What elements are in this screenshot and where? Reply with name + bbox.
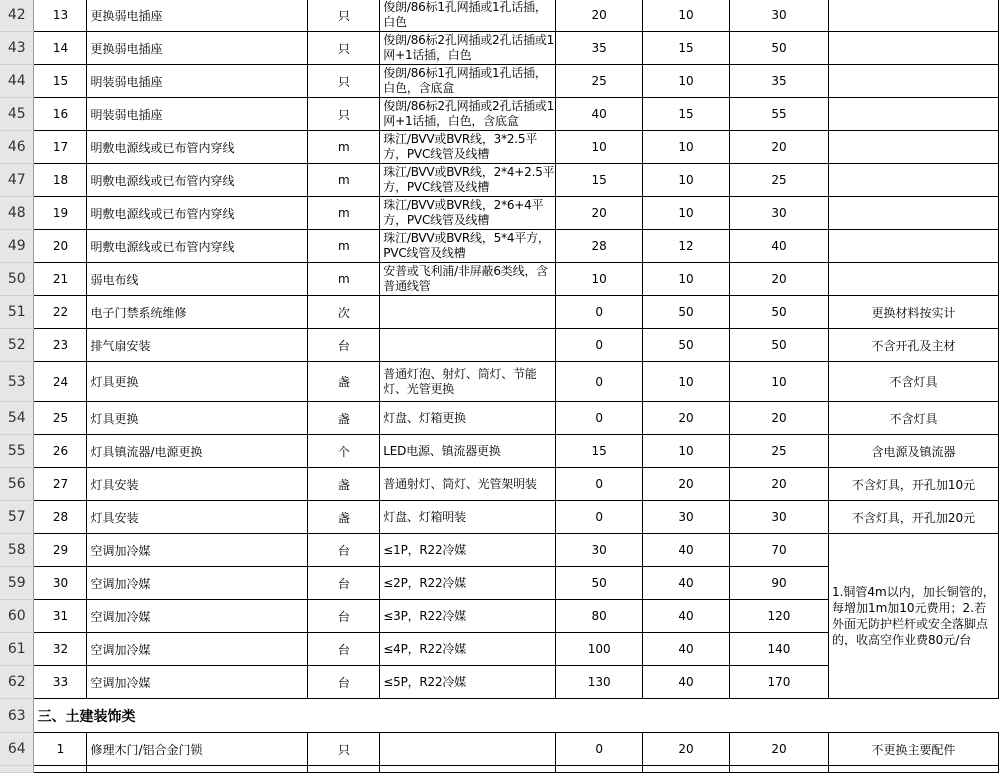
cell-seq[interactable]: 16 — [34, 98, 87, 131]
cell-spec[interactable]: ≤2P，R22冷媒 — [380, 567, 556, 600]
cell-seq[interactable]: 32 — [34, 633, 87, 666]
cell-item[interactable]: 空调加冷媒 — [87, 600, 308, 633]
cell-remark[interactable] — [828, 164, 998, 197]
cell-item[interactable]: 空调加冷媒 — [87, 567, 308, 600]
cell-unit[interactable]: m — [308, 230, 380, 263]
cell-seq[interactable]: 25 — [34, 402, 87, 435]
cell-labor-cost[interactable]: 50 — [643, 296, 730, 329]
cell-seq[interactable]: 15 — [34, 65, 87, 98]
cell-spec[interactable]: 安普或飞利浦/非屏蔽6类线，含普通线管 — [380, 263, 556, 296]
cell-item[interactable]: 明敷电源线或已布管内穿线 — [87, 164, 308, 197]
cell-material-cost[interactable]: 0 — [556, 402, 643, 435]
cell-item[interactable]: 电子门禁系统维修 — [87, 296, 308, 329]
cell-seq[interactable]: 30 — [34, 567, 87, 600]
cell-total[interactable]: 70 — [730, 534, 829, 567]
cell-unit[interactable]: m — [308, 263, 380, 296]
cell-material-cost[interactable]: 20 — [556, 197, 643, 230]
cell-remark[interactable] — [828, 32, 998, 65]
cell-material-cost[interactable]: 40 — [556, 98, 643, 131]
cell-labor-cost[interactable]: 40 — [643, 600, 730, 633]
cell-unit[interactable]: 盏 — [308, 402, 380, 435]
cell-total[interactable]: 20 — [730, 263, 829, 296]
cell-unit[interactable]: m — [308, 197, 380, 230]
cell-material-cost[interactable]: 15 — [556, 435, 643, 468]
table-row — [0, 296, 999, 329]
cell-seq[interactable]: 23 — [34, 329, 87, 362]
cell-unit[interactable]: 次 — [308, 296, 380, 329]
cell-item[interactable]: 灯具更换 — [87, 362, 308, 402]
cell-empty[interactable] — [380, 766, 556, 773]
cell-seq[interactable]: 28 — [34, 501, 87, 534]
cell-labor-cost[interactable]: 10 — [643, 164, 730, 197]
cell-unit[interactable]: 台 — [308, 329, 380, 362]
table-row-partial — [0, 766, 999, 773]
row-header[interactable]: 44 — [0, 65, 34, 98]
cell-item[interactable]: 更换弱电插座 — [87, 32, 308, 65]
cell-material-cost[interactable]: 0 — [556, 468, 643, 501]
cell-unit[interactable]: 盏 — [308, 362, 380, 402]
cell-total[interactable]: 25 — [730, 164, 829, 197]
cell-spec[interactable]: ≤1P，R22冷媒 — [380, 534, 556, 567]
cell-total[interactable]: 20 — [730, 402, 829, 435]
cell-unit[interactable]: 只 — [308, 733, 380, 766]
cell-unit[interactable]: 个 — [308, 435, 380, 468]
cell-remark[interactable] — [828, 263, 998, 296]
table-row — [0, 534, 999, 567]
cell-seq[interactable]: 26 — [34, 435, 87, 468]
cell-labor-cost[interactable]: 40 — [643, 633, 730, 666]
cell-spec[interactable]: 俊朗/86标1孔网插或1孔话插，白色，含底盒 — [380, 65, 556, 98]
cell-item[interactable]: 灯具安装 — [87, 501, 308, 534]
cell-item[interactable]: 灯具更换 — [87, 402, 308, 435]
row-header[interactable]: 47 — [0, 164, 34, 197]
table-row — [0, 0, 999, 32]
table-row — [0, 98, 999, 131]
cell-remark-merged[interactable]: 1.铜管4m以内，加长铜管的，每增加1m加10元费用；2.若外面无防护栏杆或安全落脚点的，收高空作业费80元/台 — [828, 534, 998, 699]
row-header[interactable]: 50 — [0, 263, 34, 296]
cell-material-cost[interactable]: 0 — [556, 733, 643, 766]
cell-remark[interactable]: 不含开孔及主材 — [828, 329, 998, 362]
cell-total[interactable]: 30 — [730, 197, 829, 230]
table-row — [0, 435, 999, 468]
cell-remark[interactable]: 更换材料按实计 — [828, 296, 998, 329]
cell-empty[interactable] — [34, 766, 87, 773]
cell-item[interactable]: 更换弱电插座 — [87, 0, 308, 32]
cell-unit[interactable]: 只 — [308, 32, 380, 65]
row-header[interactable]: 49 — [0, 230, 34, 263]
table-row — [0, 402, 999, 435]
cell-material-cost[interactable]: 15 — [556, 164, 643, 197]
cell-spec[interactable] — [380, 733, 556, 766]
cell-seq[interactable]: 31 — [34, 600, 87, 633]
cell-spec[interactable]: 灯盘、灯箱明装 — [380, 501, 556, 534]
cell-total[interactable]: 50 — [730, 32, 829, 65]
cell-item[interactable]: 灯具安装 — [87, 468, 308, 501]
cell-item[interactable]: 明装弱电插座 — [87, 65, 308, 98]
table-row — [0, 362, 999, 402]
table-row — [0, 733, 999, 766]
cell-total[interactable]: 140 — [730, 633, 829, 666]
cell-material-cost[interactable]: 25 — [556, 65, 643, 98]
cell-material-cost[interactable]: 10 — [556, 263, 643, 296]
cell-labor-cost[interactable]: 15 — [643, 98, 730, 131]
cell-spec[interactable]: 珠江/BVV或BVR线，2*4+2.5平方，PVC线管及线槽 — [380, 164, 556, 197]
cell-unit[interactable]: 台 — [308, 600, 380, 633]
cell-item[interactable]: 明敷电源线或已布管内穿线 — [87, 197, 308, 230]
row-header[interactable]: 46 — [0, 131, 34, 164]
cell-material-cost[interactable]: 20 — [556, 0, 643, 32]
cell-labor-cost[interactable]: 10 — [643, 263, 730, 296]
cell-total[interactable]: 25 — [730, 435, 829, 468]
cell-remark[interactable] — [828, 197, 998, 230]
row-header[interactable]: 43 — [0, 32, 34, 65]
row-header[interactable]: 63 — [0, 699, 34, 733]
cell-empty[interactable] — [87, 766, 308, 773]
cell-remark[interactable] — [828, 0, 998, 32]
cell-spec[interactable]: 普通射灯、筒灯、光管架明装 — [380, 468, 556, 501]
cell-material-cost[interactable]: 0 — [556, 501, 643, 534]
cell-remark[interactable]: 不含灯具 — [828, 402, 998, 435]
cell-seq[interactable]: 29 — [34, 534, 87, 567]
cell-unit[interactable]: 盏 — [308, 501, 380, 534]
cell-spec[interactable]: 普通灯泡、射灯、筒灯、节能灯、光管更换 — [380, 362, 556, 402]
cell-labor-cost[interactable]: 40 — [643, 567, 730, 600]
cell-item[interactable]: 空调加冷媒 — [87, 666, 308, 699]
cell-total[interactable]: 30 — [730, 501, 829, 534]
cell-item[interactable]: 空调加冷媒 — [87, 633, 308, 666]
cell-seq[interactable]: 33 — [34, 666, 87, 699]
cell-labor-cost[interactable]: 20 — [643, 402, 730, 435]
cell-material-cost[interactable]: 0 — [556, 329, 643, 362]
cell-spec[interactable]: 珠江/BVV或BVR线，5*4平方，PVC线管及线槽 — [380, 230, 556, 263]
cell-item[interactable]: 明敷电源线或已布管内穿线 — [87, 230, 308, 263]
cell-remark[interactable]: 不含灯具，开孔加10元 — [828, 468, 998, 501]
cell-material-cost[interactable]: 50 — [556, 567, 643, 600]
cell-labor-cost[interactable]: 10 — [643, 197, 730, 230]
table-row — [0, 468, 999, 501]
row-header[interactable]: 51 — [0, 296, 34, 329]
cell-seq[interactable]: 18 — [34, 164, 87, 197]
cell-spec[interactable]: ≤3P，R22冷媒 — [380, 600, 556, 633]
cell-unit[interactable]: 台 — [308, 567, 380, 600]
cell-spec[interactable]: 俊朗/86标1孔网插或1孔话插，白色 — [380, 0, 556, 32]
cell-remark[interactable]: 含电源及镇流器 — [828, 435, 998, 468]
cell-empty[interactable] — [730, 766, 829, 773]
cell-total[interactable]: 55 — [730, 98, 829, 131]
table-row — [0, 131, 999, 164]
cell-spec[interactable]: ≤4P，R22冷媒 — [380, 633, 556, 666]
cell-seq[interactable]: 13 — [34, 0, 87, 32]
cell-labor-cost[interactable]: 10 — [643, 435, 730, 468]
cell-total[interactable]: 30 — [730, 0, 829, 32]
cell-labor-cost[interactable]: 30 — [643, 501, 730, 534]
cell-seq[interactable]: 19 — [34, 197, 87, 230]
cell-item[interactable]: 弱电布线 — [87, 263, 308, 296]
cell-labor-cost[interactable]: 10 — [643, 65, 730, 98]
cell-remark[interactable] — [828, 230, 998, 263]
table-row — [0, 164, 999, 197]
table-row — [0, 65, 999, 98]
cell-item[interactable]: 排气扇安装 — [87, 329, 308, 362]
cell-item[interactable]: 修理木门/铝合金门锁 — [87, 733, 308, 766]
cell-total[interactable]: 20 — [730, 131, 829, 164]
table-row — [0, 197, 999, 230]
cell-seq[interactable]: 22 — [34, 296, 87, 329]
cell-total[interactable]: 50 — [730, 329, 829, 362]
row-header[interactable] — [0, 766, 34, 773]
row-header[interactable]: 64 — [0, 733, 34, 766]
cell-unit[interactable]: 只 — [308, 0, 380, 32]
cell-total[interactable]: 35 — [730, 65, 829, 98]
cell-unit[interactable]: m — [308, 131, 380, 164]
cell-labor-cost[interactable]: 20 — [643, 468, 730, 501]
cell-remark[interactable]: 不更换主要配件 — [828, 733, 998, 766]
cell-item[interactable]: 灯具镇流器/电源更换 — [87, 435, 308, 468]
cell-material-cost[interactable]: 130 — [556, 666, 643, 699]
cell-empty[interactable] — [643, 766, 730, 773]
cell-material-cost[interactable]: 100 — [556, 633, 643, 666]
row-header[interactable]: 60 — [0, 600, 34, 633]
cell-spec[interactable]: 俊朗/86标2孔网插或2孔话插或1网+1话插，白色 — [380, 32, 556, 65]
cell-empty[interactable] — [828, 766, 998, 773]
table-row — [0, 230, 999, 263]
table-row — [0, 32, 999, 65]
cell-remark[interactable] — [828, 131, 998, 164]
row-header[interactable]: 48 — [0, 197, 34, 230]
cell-total[interactable]: 90 — [730, 567, 829, 600]
cell-total[interactable]: 20 — [730, 733, 829, 766]
cell-item[interactable]: 明装弱电插座 — [87, 98, 308, 131]
cell-remark[interactable]: 不含灯具，开孔加20元 — [828, 501, 998, 534]
cell-seq[interactable]: 20 — [34, 230, 87, 263]
table-row — [0, 329, 999, 362]
table-row — [0, 501, 999, 534]
row-header[interactable]: 52 — [0, 329, 34, 362]
cell-seq[interactable]: 17 — [34, 131, 87, 164]
row-header[interactable]: 42 — [0, 0, 34, 32]
cell-spec[interactable]: 灯盘、灯箱更换 — [380, 402, 556, 435]
cell-total[interactable]: 50 — [730, 296, 829, 329]
cell-empty[interactable] — [308, 766, 380, 773]
cell-empty[interactable] — [556, 766, 643, 773]
cell-labor-cost[interactable]: 10 — [643, 362, 730, 402]
cell-spec[interactable] — [380, 296, 556, 329]
cell-unit[interactable]: 台 — [308, 633, 380, 666]
cell-remark[interactable] — [828, 65, 998, 98]
cell-total[interactable]: 40 — [730, 230, 829, 263]
cell-labor-cost[interactable]: 12 — [643, 230, 730, 263]
cell-material-cost[interactable]: 10 — [556, 131, 643, 164]
row-header[interactable]: 59 — [0, 567, 34, 600]
section-title[interactable]: 三、土建装饰类 — [34, 699, 999, 733]
cell-material-cost[interactable]: 30 — [556, 534, 643, 567]
cell-remark[interactable]: 不含灯具 — [828, 362, 998, 402]
cell-seq[interactable]: 27 — [34, 468, 87, 501]
cell-seq[interactable]: 21 — [34, 263, 87, 296]
row-header[interactable]: 58 — [0, 534, 34, 567]
cell-total[interactable]: 120 — [730, 600, 829, 633]
cell-item[interactable]: 明敷电源线或已布管内穿线 — [87, 131, 308, 164]
cell-labor-cost[interactable]: 10 — [643, 131, 730, 164]
row-header[interactable]: 61 — [0, 633, 34, 666]
cell-labor-cost[interactable]: 20 — [643, 733, 730, 766]
cell-item[interactable]: 空调加冷媒 — [87, 534, 308, 567]
cell-spec[interactable]: 俊朗/86标2孔网插或2孔话插或1网+1话插，白色，含底盒 — [380, 98, 556, 131]
cell-material-cost[interactable]: 0 — [556, 296, 643, 329]
cell-material-cost[interactable]: 80 — [556, 600, 643, 633]
cell-seq[interactable]: 14 — [34, 32, 87, 65]
row-header[interactable]: 54 — [0, 402, 34, 435]
cell-spec[interactable]: ≤5P，R22冷媒 — [380, 666, 556, 699]
cell-spec[interactable]: LED电源、镇流器更换 — [380, 435, 556, 468]
cell-total[interactable]: 170 — [730, 666, 829, 699]
cell-unit[interactable]: 只 — [308, 98, 380, 131]
row-header[interactable]: 53 — [0, 362, 34, 402]
row-header[interactable]: 55 — [0, 435, 34, 468]
cell-material-cost[interactable]: 35 — [556, 32, 643, 65]
row-header[interactable]: 62 — [0, 666, 34, 699]
cell-labor-cost[interactable]: 50 — [643, 329, 730, 362]
cell-seq[interactable]: 24 — [34, 362, 87, 402]
cell-unit[interactable]: 台 — [308, 534, 380, 567]
cell-unit[interactable]: 盏 — [308, 468, 380, 501]
cell-spec[interactable]: 珠江/BVV或BVR线，2*6+4平方，PVC线管及线槽 — [380, 197, 556, 230]
cell-unit[interactable]: 只 — [308, 65, 380, 98]
cell-labor-cost[interactable]: 40 — [643, 666, 730, 699]
cell-spec[interactable] — [380, 329, 556, 362]
cell-total[interactable]: 20 — [730, 468, 829, 501]
cell-total[interactable]: 10 — [730, 362, 829, 402]
cell-unit[interactable]: 台 — [308, 666, 380, 699]
cell-labor-cost[interactable]: 10 — [643, 0, 730, 32]
row-header[interactable]: 57 — [0, 501, 34, 534]
cell-material-cost[interactable]: 28 — [556, 230, 643, 263]
row-header[interactable]: 45 — [0, 98, 34, 131]
table-row — [0, 263, 999, 296]
cell-labor-cost[interactable]: 40 — [643, 534, 730, 567]
row-header[interactable]: 56 — [0, 468, 34, 501]
cell-labor-cost[interactable]: 15 — [643, 32, 730, 65]
cell-seq[interactable]: 1 — [34, 733, 87, 766]
section-row — [0, 699, 999, 733]
cell-spec[interactable]: 珠江/BVV或BVR线，3*2.5平方，PVC线管及线槽 — [380, 131, 556, 164]
cell-unit[interactable]: m — [308, 164, 380, 197]
cell-material-cost[interactable]: 0 — [556, 362, 643, 402]
cell-remark[interactable] — [828, 98, 998, 131]
